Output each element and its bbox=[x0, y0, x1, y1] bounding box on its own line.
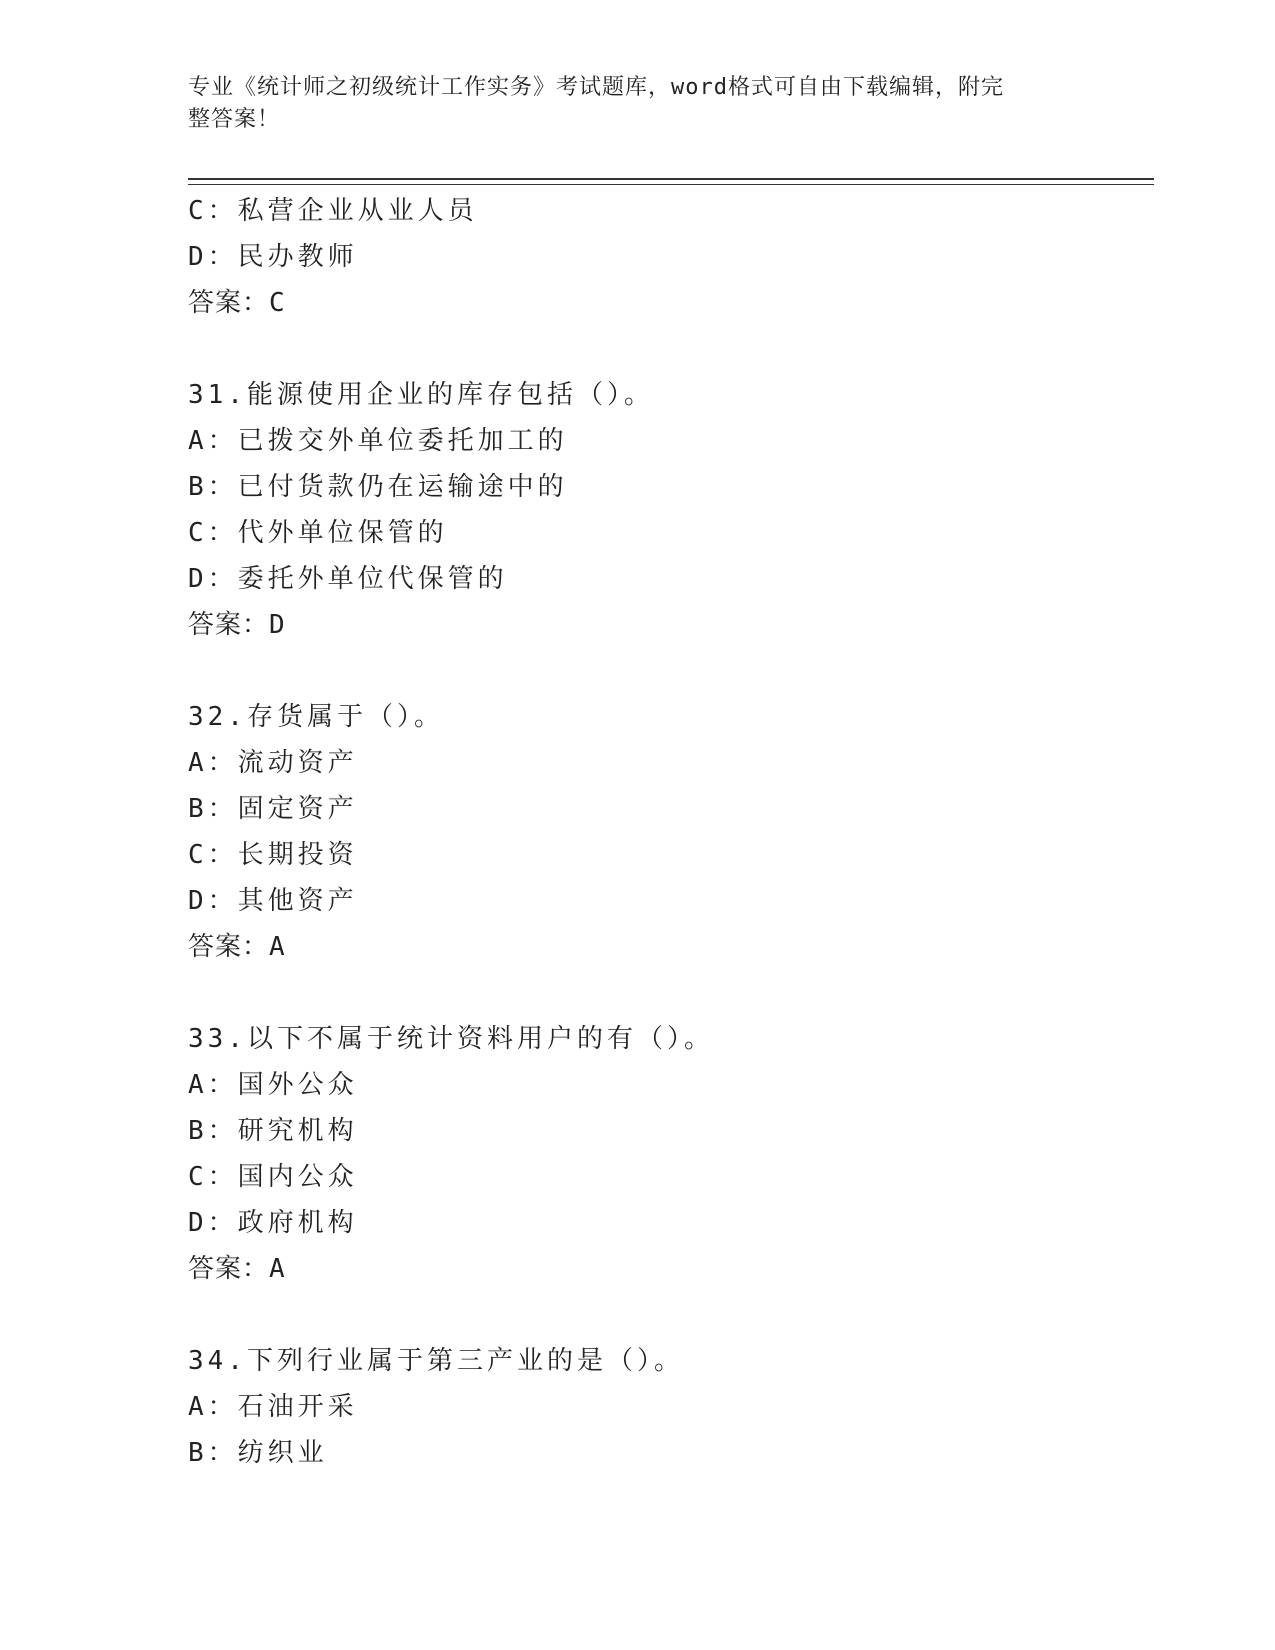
question-stem: 33.以下不属于统计资料用户的有（）。 bbox=[188, 1024, 714, 1054]
option-a: A：流动资产 bbox=[188, 748, 358, 778]
spacer bbox=[188, 970, 1148, 1016]
header-line-2: 整答案！ bbox=[188, 107, 281, 132]
document-header bbox=[188, 72, 1078, 136]
option-c: C：长期投资 bbox=[188, 840, 358, 870]
option-a: A：已拨交外单位委托加工的 bbox=[188, 426, 568, 456]
option-a: A：石油开采 bbox=[188, 1392, 358, 1422]
question-block-33 bbox=[188, 1016, 1148, 1292]
header-rule-thick bbox=[188, 178, 1154, 180]
spacer bbox=[188, 326, 1148, 372]
option-d: D：民办教师 bbox=[188, 242, 358, 272]
question-block-continued bbox=[188, 188, 1148, 326]
question-block-31 bbox=[188, 372, 1148, 648]
question-list bbox=[188, 188, 1148, 1476]
option-b: B：纺织业 bbox=[188, 1438, 328, 1468]
option-c: C：国内公众 bbox=[188, 1162, 358, 1192]
answer-line: 答案：C bbox=[188, 288, 286, 318]
answer-line: 答案：A bbox=[188, 1254, 286, 1284]
question-stem: 34.下列行业属于第三产业的是（）。 bbox=[188, 1346, 684, 1376]
spacer bbox=[188, 1292, 1148, 1338]
header-rule-thin bbox=[188, 184, 1154, 185]
option-b: B：研究机构 bbox=[188, 1116, 358, 1146]
option-b: B：已付货款仍在运输途中的 bbox=[188, 472, 568, 502]
option-d: D：委托外单位代保管的 bbox=[188, 564, 508, 594]
option-a: A：国外公众 bbox=[188, 1070, 358, 1100]
answer-line: 答案：A bbox=[188, 932, 286, 962]
answer-line: 答案：D bbox=[188, 610, 286, 640]
question-block-32 bbox=[188, 694, 1148, 970]
option-b: B：固定资产 bbox=[188, 794, 358, 824]
header-line-1: 专业《统计师之初级统计工作实务》考试题库，word格式可自由下载编辑，附完 bbox=[188, 75, 1004, 100]
spacer bbox=[188, 648, 1148, 694]
option-c: C：私营企业从业人员 bbox=[188, 196, 478, 226]
option-d: D：政府机构 bbox=[188, 1208, 358, 1238]
option-d: D：其他资产 bbox=[188, 886, 358, 916]
question-stem: 32.存货属于（）。 bbox=[188, 702, 444, 732]
question-block-34 bbox=[188, 1338, 1148, 1476]
option-c: C：代外单位保管的 bbox=[188, 518, 448, 548]
question-stem: 31.能源使用企业的库存包括（）。 bbox=[188, 380, 654, 410]
